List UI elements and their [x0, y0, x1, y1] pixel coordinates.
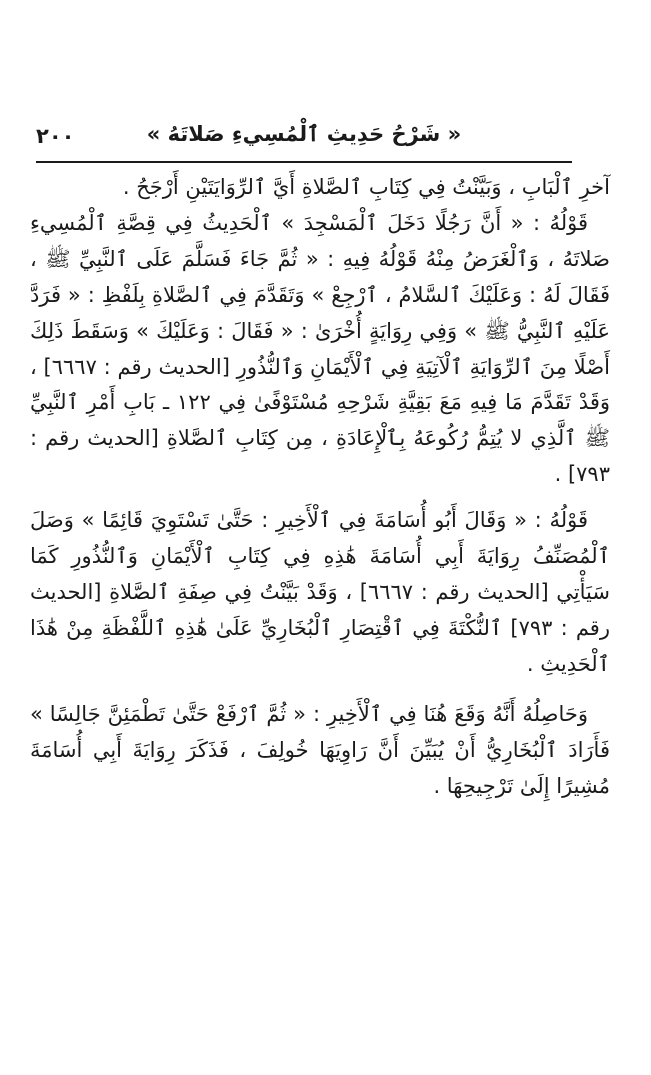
paragraph-conclusion-text: وَحَاصِلُهُ أَنَّهُ وَقَعَ هُنَا فِي ٱلْأَخِيرِ : « ثُمَّ ٱرْفَعْ حَتَّىٰ تَطْمَئِنَّ جَالِسًا » فَأَرَادَ ٱلْبُخَارِيُّ أَنْ يُبَيِّنَ أَنَّ رَاوِيَهَا خُولِفَ ، فَذَكَرَ رِوَايَةَ أَبِي أُسَامَةَ مُشِيرًا إِلَىٰ تَرْجِيحِهَا . — [30, 701, 610, 798]
header-divider — [36, 161, 572, 163]
page-body — [30, 170, 610, 804]
paragraph-hadith-musi-text: قَوْلُهُ : « أَنَّ رَجُلًا دَخَلَ ٱلْمَسْجِدَ » ٱلْحَدِيثُ فِي قِصَّةِ ٱلْمُسِيءِ صَلاتَهُ ، وَٱلْغَرَضُ مِنْهُ قَوْلُهُ فِيهِ : « ثُمَّ جَاءَ فَسَلَّمَ عَلَى ٱلنَّبِيِّ ﷺ ، فَقَالَ لَهُ : وَعَلَيْكَ ٱلسَّلامُ ، ٱرْجِعْ » وَتَقَدَّمَ فِي ٱلصَّلاةِ بِلَفْظِ : « فَرَدَّ عَلَيْهِ ٱلنَّبِيُّ ﷺ » وَفِي رِوَايَةٍ أُخْرَىٰ : « فَقَالَ : وَعَلَيْكَ » وَسَقَطَ ذَلِكَ أَصْلًا مِنَ ٱلرِّوَايَةِ ٱلْآتِيَةِ فِي ٱلْأَيْمَانِ وَٱلنُّذُورِ [الحديث رقم : ٦٦٦٧] ، وَقَدْ تَقَدَّمَ مَا فِيهِ مَعَ بَقِيَّةِ شَرْحِهِ مُسْتَوْفًىٰ فِي ١٢٢ ـ بَابِ أَمْرِ ٱلنَّبِيِّ ﷺ ٱلَّذِي لا يُتِمُّ رُكُوعَهُ بِٱلْإِعَادَةِ ، مِن كِتَابِ ٱلصَّلاةِ [الحديث رقم : ٧٩٣] . — [30, 210, 611, 487]
paragraph-abu-usama — [30, 503, 610, 683]
paragraph-conclusion — [30, 697, 610, 805]
page-header — [36, 118, 572, 158]
paragraph-abu-usama-text: قَوْلُهُ : « وَقَالَ أَبُو أُسَامَةَ فِي ٱلْأَخِيرِ : حَتَّىٰ تَسْتَوِيَ قَائِمًا » وَصَلَ ٱلْمُصَنِّفُ رِوَايَةَ أَبِي أُسَامَةَ هَٰذِهِ فِي كِتَابِ ٱلْأَيْمَانِ وَٱلنُّذُورِ كَمَا سَيَأْتِي [الحديث رقم : ٦٦٦٧] ، وَقَدْ بَيَّنْتُ فِي صِفَةِ ٱلصَّلاةِ [الحديث رقم : ٧٩٣] ٱلنُّكْتَةَ فِي ٱقْتِصَارِ ٱلْبُخَارِيِّ عَلَىٰ هَٰذِهِ ٱللَّفْظَةِ مِنْ هَٰذَا ٱلْحَدِيثِ . — [30, 508, 610, 676]
paragraph-continuation: آخرِ ٱلْبَابِ ، وَبَيَّنْتُ فِي كِتَابِ ٱلصَّلاةِ أَيَّ ٱلرِّوَايَتَيْنِ أَرْجَحُ . — [122, 175, 610, 199]
running-title: « شَرْحُ حَدِيثِ ٱلْمُسِيءِ صَلاتَهُ » — [146, 122, 462, 146]
page-number: ٢٠٠ — [36, 124, 75, 148]
paragraph-hadith-musi — [30, 206, 610, 493]
